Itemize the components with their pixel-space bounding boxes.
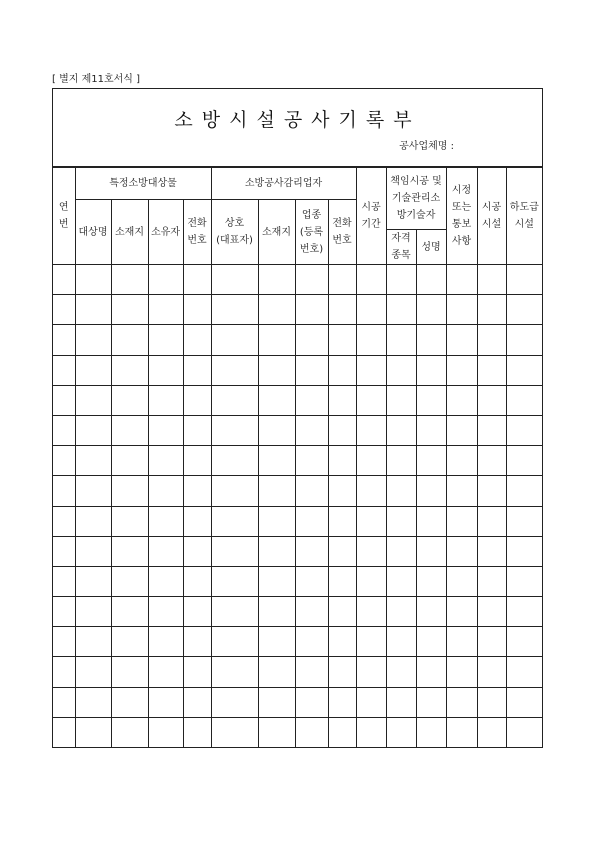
- table-cell[interactable]: [111, 446, 148, 476]
- header-notice: 시정 또는 통보 사항: [446, 168, 477, 265]
- table-cell[interactable]: [148, 325, 183, 355]
- table-cell[interactable]: [258, 717, 295, 747]
- table-cell[interactable]: [416, 325, 446, 355]
- table-cell[interactable]: [477, 295, 506, 325]
- table-cell[interactable]: [211, 265, 258, 295]
- table-cell[interactable]: [258, 325, 295, 355]
- header-engineer-name: 성명: [416, 230, 446, 265]
- table-cell[interactable]: [446, 446, 477, 476]
- table-cell[interactable]: [75, 415, 111, 445]
- table-cell[interactable]: [148, 476, 183, 506]
- table-cell[interactable]: [328, 506, 356, 536]
- table-cell[interactable]: [53, 446, 75, 476]
- table-cell[interactable]: [446, 657, 477, 687]
- table-cell[interactable]: [506, 566, 542, 596]
- table-cell[interactable]: [356, 566, 386, 596]
- table-cell[interactable]: [328, 717, 356, 747]
- table-cell[interactable]: [386, 687, 416, 717]
- table-cell[interactable]: [477, 385, 506, 415]
- table-cell[interactable]: [328, 566, 356, 596]
- table-cell[interactable]: [328, 446, 356, 476]
- table-cell[interactable]: [183, 536, 211, 566]
- table-cell[interactable]: [111, 717, 148, 747]
- table-cell[interactable]: [446, 476, 477, 506]
- table-cell[interactable]: [446, 597, 477, 627]
- table-cell[interactable]: [53, 385, 75, 415]
- table-cell[interactable]: [295, 265, 328, 295]
- table-cell[interactable]: [328, 536, 356, 566]
- table-cell[interactable]: [356, 355, 386, 385]
- table-cell[interactable]: [477, 717, 506, 747]
- table-cell[interactable]: [295, 627, 328, 657]
- table-cell[interactable]: [446, 627, 477, 657]
- table-cell[interactable]: [183, 597, 211, 627]
- table-cell[interactable]: [416, 446, 446, 476]
- table-cell[interactable]: [416, 536, 446, 566]
- table-cell[interactable]: [183, 657, 211, 687]
- table-cell[interactable]: [258, 687, 295, 717]
- table-cell[interactable]: [148, 536, 183, 566]
- record-form: [52, 88, 543, 748]
- table-cell[interactable]: [148, 597, 183, 627]
- table-cell[interactable]: [295, 295, 328, 325]
- table-cell[interactable]: [53, 566, 75, 596]
- table-row: [53, 446, 542, 476]
- header-target-phone: 전화 번호: [183, 200, 211, 265]
- table-cell[interactable]: [446, 385, 477, 415]
- table-cell[interactable]: [148, 506, 183, 536]
- header-target-group: 특정소방대상물: [75, 168, 211, 200]
- table-cell[interactable]: [386, 265, 416, 295]
- table-cell[interactable]: [446, 566, 477, 596]
- table-cell[interactable]: [183, 385, 211, 415]
- table-cell[interactable]: [183, 325, 211, 355]
- table-cell[interactable]: [328, 627, 356, 657]
- table-cell[interactable]: [111, 265, 148, 295]
- table-cell[interactable]: [53, 476, 75, 506]
- table-cell[interactable]: [53, 265, 75, 295]
- table-cell[interactable]: [506, 657, 542, 687]
- table-cell[interactable]: [506, 385, 542, 415]
- table-cell[interactable]: [506, 597, 542, 627]
- table-cell[interactable]: [111, 295, 148, 325]
- table-cell[interactable]: [211, 446, 258, 476]
- table-cell[interactable]: [75, 325, 111, 355]
- table-cell[interactable]: [416, 265, 446, 295]
- table-cell[interactable]: [446, 536, 477, 566]
- table-cell[interactable]: [477, 446, 506, 476]
- table-cell[interactable]: [386, 355, 416, 385]
- table-cell[interactable]: [183, 265, 211, 295]
- table-cell[interactable]: [416, 597, 446, 627]
- table-cell[interactable]: [183, 295, 211, 325]
- table-row: [53, 476, 542, 506]
- table-cell[interactable]: [75, 295, 111, 325]
- table-cell[interactable]: [356, 325, 386, 355]
- table-cell[interactable]: [75, 597, 111, 627]
- table-cell[interactable]: [356, 717, 386, 747]
- table-row: [53, 385, 542, 415]
- table-cell[interactable]: [183, 355, 211, 385]
- table-cell[interactable]: [328, 265, 356, 295]
- table-cell[interactable]: [386, 536, 416, 566]
- table-cell[interactable]: [386, 325, 416, 355]
- table-cell[interactable]: [477, 355, 506, 385]
- table-cell[interactable]: [75, 265, 111, 295]
- table-cell[interactable]: [295, 687, 328, 717]
- header-contractor-phone: 전화 번호: [328, 200, 356, 265]
- table-cell[interactable]: [477, 657, 506, 687]
- table-cell[interactable]: [211, 687, 258, 717]
- table-cell[interactable]: [211, 627, 258, 657]
- table-cell[interactable]: [416, 657, 446, 687]
- table-cell[interactable]: [386, 627, 416, 657]
- table-cell[interactable]: [295, 476, 328, 506]
- table-cell[interactable]: [295, 325, 328, 355]
- table-cell[interactable]: [211, 476, 258, 506]
- header-target-owner: 소유자: [148, 200, 183, 265]
- table-cell[interactable]: [53, 415, 75, 445]
- table-cell[interactable]: [258, 446, 295, 476]
- table-cell[interactable]: [506, 355, 542, 385]
- table-cell[interactable]: [75, 657, 111, 687]
- table-cell[interactable]: [53, 295, 75, 325]
- table-cell[interactable]: [446, 687, 477, 717]
- header-engineer-qualification: 자격 종목: [386, 230, 416, 265]
- table-cell[interactable]: [328, 295, 356, 325]
- table-cell[interactable]: [477, 566, 506, 596]
- table-cell[interactable]: [446, 506, 477, 536]
- table-cell[interactable]: [356, 536, 386, 566]
- page-title: 소방시설공사기록부: [174, 109, 421, 131]
- table-cell[interactable]: [111, 385, 148, 415]
- table-cell[interactable]: [258, 657, 295, 687]
- table-cell[interactable]: [416, 476, 446, 506]
- table-cell[interactable]: [328, 657, 356, 687]
- table-cell[interactable]: [446, 415, 477, 445]
- table-cell[interactable]: [506, 506, 542, 536]
- company-name-label: 공사업체명 :: [399, 141, 454, 152]
- table-cell[interactable]: [506, 446, 542, 476]
- table-cell[interactable]: [183, 717, 211, 747]
- table-cell[interactable]: [111, 325, 148, 355]
- table-cell[interactable]: [506, 476, 542, 506]
- table-cell[interactable]: [506, 265, 542, 295]
- table-cell[interactable]: [416, 385, 446, 415]
- table-cell[interactable]: [356, 295, 386, 325]
- table-row: [53, 355, 542, 385]
- table-cell[interactable]: [356, 597, 386, 627]
- table-cell[interactable]: [416, 627, 446, 657]
- table-cell[interactable]: [53, 355, 75, 385]
- table-cell[interactable]: [183, 446, 211, 476]
- table-cell[interactable]: [258, 385, 295, 415]
- table-cell[interactable]: [416, 717, 446, 747]
- table-cell[interactable]: [386, 566, 416, 596]
- table-cell[interactable]: [356, 385, 386, 415]
- table-cell[interactable]: [148, 627, 183, 657]
- table-row: [53, 325, 542, 355]
- table-cell[interactable]: [506, 295, 542, 325]
- table-cell[interactable]: [148, 657, 183, 687]
- table-row: [53, 627, 542, 657]
- table-cell[interactable]: [53, 717, 75, 747]
- table-cell[interactable]: [53, 325, 75, 355]
- table-cell[interactable]: [111, 476, 148, 506]
- table-cell[interactable]: [506, 687, 542, 717]
- title-area: [53, 89, 542, 167]
- table-cell[interactable]: [148, 385, 183, 415]
- header-construction-facility: 시공 시설: [477, 168, 506, 265]
- table-cell[interactable]: [258, 355, 295, 385]
- table-cell[interactable]: [416, 687, 446, 717]
- table-cell[interactable]: [295, 415, 328, 445]
- header-contractor-name: 상호 (대표자): [211, 200, 258, 265]
- table-cell[interactable]: [356, 657, 386, 687]
- table-cell[interactable]: [328, 687, 356, 717]
- table-cell[interactable]: [75, 355, 111, 385]
- table-cell[interactable]: [53, 657, 75, 687]
- table-cell[interactable]: [328, 476, 356, 506]
- table-cell[interactable]: [258, 476, 295, 506]
- table-cell[interactable]: [183, 415, 211, 445]
- header-period: 시공 기간: [356, 168, 386, 265]
- table-row: [53, 536, 542, 566]
- header-target-location: 소재지: [111, 200, 148, 265]
- table-cell[interactable]: [75, 687, 111, 717]
- table-cell[interactable]: [477, 536, 506, 566]
- table-cell[interactable]: [211, 506, 258, 536]
- table-cell[interactable]: [416, 566, 446, 596]
- table-cell[interactable]: [386, 295, 416, 325]
- table-cell[interactable]: [328, 597, 356, 627]
- table-cell[interactable]: [356, 627, 386, 657]
- table-cell[interactable]: [111, 597, 148, 627]
- table-cell[interactable]: [295, 385, 328, 415]
- table-cell[interactable]: [295, 536, 328, 566]
- table-cell[interactable]: [111, 687, 148, 717]
- table-cell[interactable]: [111, 627, 148, 657]
- table-cell[interactable]: [477, 627, 506, 657]
- header-serial: 연 번: [53, 168, 75, 265]
- table-cell[interactable]: [183, 687, 211, 717]
- table-cell[interactable]: [211, 295, 258, 325]
- table-cell[interactable]: [75, 446, 111, 476]
- header-contractor-location: 소재지: [258, 200, 295, 265]
- table-row: [53, 657, 542, 687]
- table-cell[interactable]: [477, 415, 506, 445]
- table-row: [53, 717, 542, 747]
- table-row: [53, 566, 542, 596]
- table-cell[interactable]: [75, 385, 111, 415]
- table-cell[interactable]: [506, 415, 542, 445]
- table-row: [53, 295, 542, 325]
- table-cell[interactable]: [53, 627, 75, 657]
- table-cell[interactable]: [53, 536, 75, 566]
- table-cell[interactable]: [356, 265, 386, 295]
- table-cell[interactable]: [148, 355, 183, 385]
- table-cell[interactable]: [111, 566, 148, 596]
- table-cell[interactable]: [258, 295, 295, 325]
- table-cell[interactable]: [148, 265, 183, 295]
- table-cell[interactable]: [446, 717, 477, 747]
- table-cell[interactable]: [295, 717, 328, 747]
- table-cell[interactable]: [75, 566, 111, 596]
- table-cell[interactable]: [211, 415, 258, 445]
- table-cell[interactable]: [386, 717, 416, 747]
- table-cell[interactable]: [506, 627, 542, 657]
- table-cell[interactable]: [211, 717, 258, 747]
- table-cell[interactable]: [258, 506, 295, 536]
- table-cell[interactable]: [148, 717, 183, 747]
- table-cell[interactable]: [446, 295, 477, 325]
- table-cell[interactable]: [295, 355, 328, 385]
- table-row: [53, 506, 542, 536]
- table-cell[interactable]: [356, 446, 386, 476]
- table-cell[interactable]: [356, 415, 386, 445]
- table-cell[interactable]: [111, 355, 148, 385]
- table-cell[interactable]: [183, 566, 211, 596]
- table-cell[interactable]: [111, 506, 148, 536]
- table-cell[interactable]: [416, 355, 446, 385]
- table-cell[interactable]: [148, 446, 183, 476]
- table-cell[interactable]: [386, 446, 416, 476]
- table-cell[interactable]: [183, 627, 211, 657]
- header-engineer-group: 책임시공 및 기술관리소 방기술자: [386, 168, 446, 230]
- table-row: [53, 265, 542, 295]
- table-cell[interactable]: [183, 476, 211, 506]
- table-cell[interactable]: [53, 597, 75, 627]
- table-cell[interactable]: [148, 295, 183, 325]
- table-cell[interactable]: [111, 415, 148, 445]
- table-cell[interactable]: [416, 295, 446, 325]
- table-cell[interactable]: [446, 355, 477, 385]
- table-cell[interactable]: [258, 627, 295, 657]
- table-cell[interactable]: [506, 717, 542, 747]
- table-cell[interactable]: [328, 385, 356, 415]
- header-contractor-group: 소방공사감리업자: [211, 168, 356, 200]
- table-cell[interactable]: [386, 476, 416, 506]
- table-cell[interactable]: [53, 687, 75, 717]
- table-cell[interactable]: [328, 355, 356, 385]
- table-cell[interactable]: [295, 446, 328, 476]
- table-cell[interactable]: [506, 536, 542, 566]
- table-cell[interactable]: [506, 325, 542, 355]
- table-row: [53, 597, 542, 627]
- header-subcontract-facility: 하도급 시설: [506, 168, 542, 265]
- table-cell[interactable]: [211, 657, 258, 687]
- table-cell[interactable]: [328, 325, 356, 355]
- table-cell[interactable]: [386, 597, 416, 627]
- table-cell[interactable]: [295, 506, 328, 536]
- table-cell[interactable]: [148, 687, 183, 717]
- table-cell[interactable]: [477, 476, 506, 506]
- table-cell[interactable]: [148, 566, 183, 596]
- form-number-label: [ 별지 제11호서식 ]: [52, 74, 141, 85]
- table-cell[interactable]: [477, 506, 506, 536]
- table-cell[interactable]: [356, 687, 386, 717]
- table-cell[interactable]: [386, 657, 416, 687]
- table-cell[interactable]: [111, 657, 148, 687]
- table-cell[interactable]: [446, 265, 477, 295]
- table-cell[interactable]: [211, 385, 258, 415]
- table-cell[interactable]: [295, 657, 328, 687]
- table-cell[interactable]: [446, 325, 477, 355]
- table-cell[interactable]: [295, 597, 328, 627]
- header-contractor-type: 업종 (등록 번호): [295, 200, 328, 265]
- table-cell[interactable]: [75, 536, 111, 566]
- header-target-name: 대상명: [75, 200, 111, 265]
- table-cell[interactable]: [477, 265, 506, 295]
- table-cell[interactable]: [75, 627, 111, 657]
- table-cell[interactable]: [211, 355, 258, 385]
- table-cell[interactable]: [477, 597, 506, 627]
- record-table: [53, 167, 542, 747]
- table-cell[interactable]: [386, 385, 416, 415]
- table-cell[interactable]: [477, 325, 506, 355]
- table-cell[interactable]: [386, 506, 416, 536]
- table-cell[interactable]: [386, 415, 416, 445]
- table-cell[interactable]: [183, 506, 211, 536]
- table-cell[interactable]: [211, 325, 258, 355]
- table-row: [53, 415, 542, 445]
- table-cell[interactable]: [111, 536, 148, 566]
- table-row: [53, 687, 542, 717]
- table-cell[interactable]: [75, 717, 111, 747]
- table-cell[interactable]: [416, 506, 446, 536]
- table-cell[interactable]: [211, 597, 258, 627]
- table-cell[interactable]: [416, 415, 446, 445]
- table-cell[interactable]: [356, 506, 386, 536]
- table-cell[interactable]: [75, 506, 111, 536]
- table-cell[interactable]: [356, 476, 386, 506]
- table-cell[interactable]: [258, 597, 295, 627]
- table-cell[interactable]: [295, 566, 328, 596]
- table-cell[interactable]: [148, 415, 183, 445]
- table-cell[interactable]: [258, 536, 295, 566]
- table-cell[interactable]: [211, 536, 258, 566]
- table-cell[interactable]: [258, 566, 295, 596]
- table-cell[interactable]: [75, 476, 111, 506]
- table-cell[interactable]: [53, 506, 75, 536]
- table-cell[interactable]: [211, 566, 258, 596]
- table-cell[interactable]: [258, 415, 295, 445]
- table-cell[interactable]: [258, 265, 295, 295]
- table-cell[interactable]: [477, 687, 506, 717]
- table-cell[interactable]: [328, 415, 356, 445]
